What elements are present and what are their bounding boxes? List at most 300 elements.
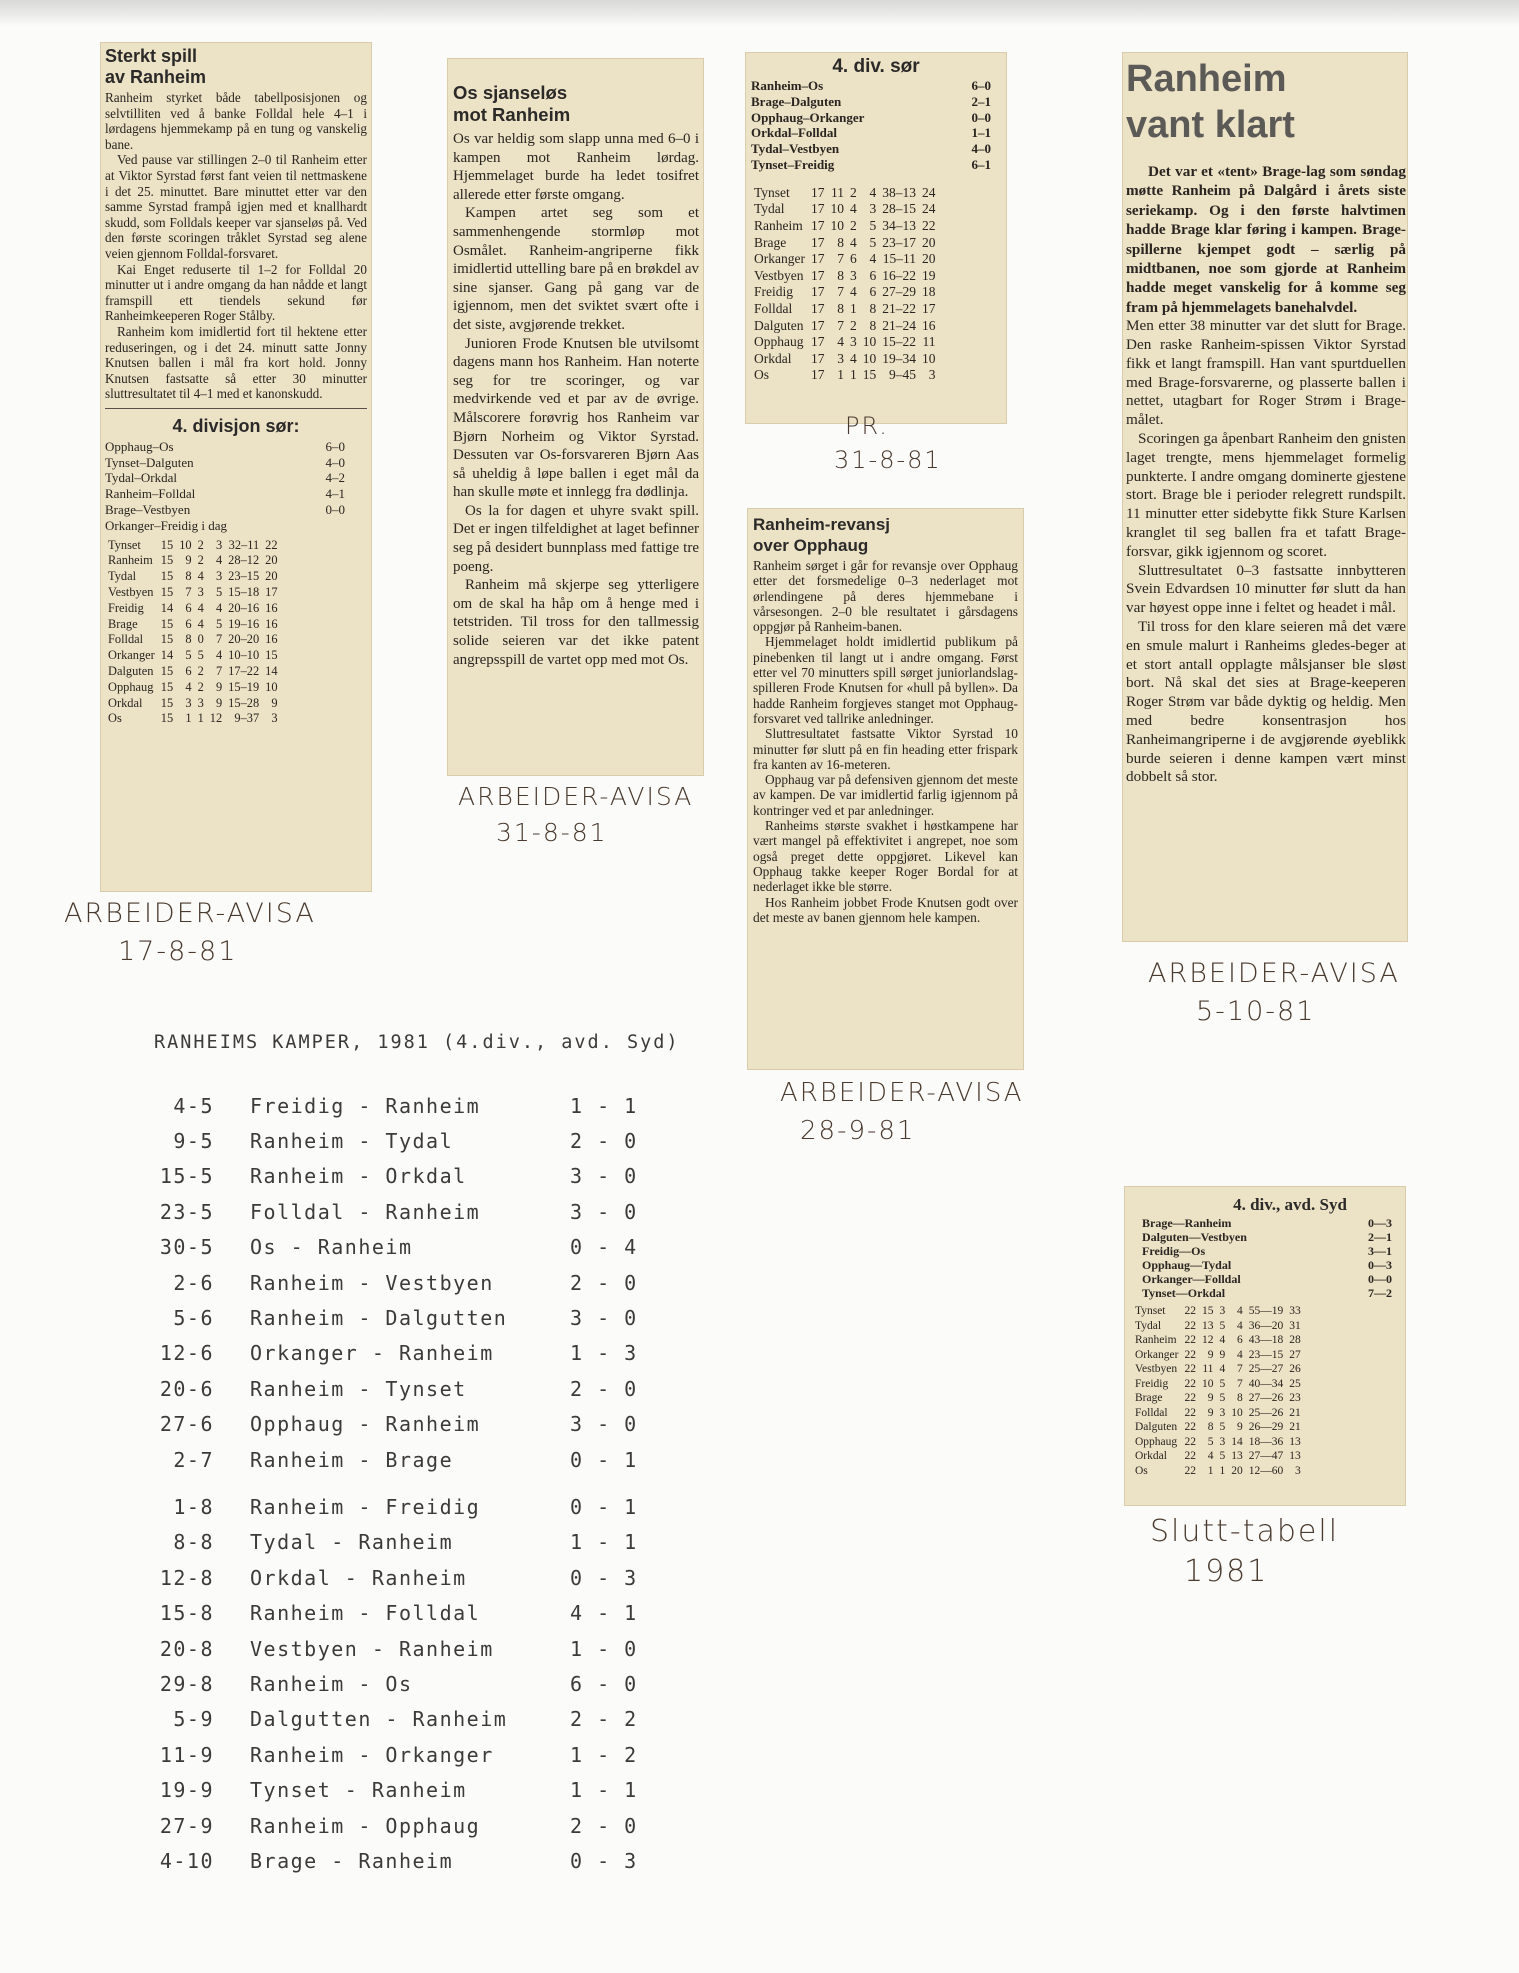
- match-teams: Ranheim - Dalgutten: [250, 1306, 508, 1331]
- points-cell: 18: [921, 284, 936, 300]
- won-cell: 8: [1207, 1421, 1214, 1433]
- score-cell: 6–1: [971, 156, 991, 172]
- schedule-gap: [150, 1477, 650, 1489]
- team-cell: Ranheim: [108, 553, 153, 568]
- lost-cell: 7: [215, 664, 223, 679]
- lost-cell: 12: [209, 711, 223, 726]
- team-cell: Ranheim: [1135, 1334, 1177, 1346]
- lost-cell: 4: [1236, 1305, 1243, 1317]
- points-cell: 20: [265, 569, 278, 584]
- schedule-row: [150, 1123, 650, 1158]
- article-paragraph: Kai Enget reduserte til 1–2 for Folldal 20 minutter ut i andre omgang da han nådde et langt framspill ett tiendels sekund før Ranheimkeeperen Roger Stålby.: [105, 261, 367, 324]
- points-cell: 24: [921, 184, 936, 200]
- goals-cell: 26—29: [1248, 1421, 1284, 1433]
- goals-cell: 18—36: [1248, 1435, 1284, 1448]
- standings-row: [1132, 1391, 1304, 1406]
- standings-table: [1132, 1304, 1304, 1478]
- score-cell: 6–0: [971, 78, 991, 93]
- match-date: 23-5: [159, 1199, 214, 1224]
- schedule-row: [150, 1336, 650, 1371]
- goals-cell: 21–22: [882, 300, 916, 316]
- result-row: [1142, 1244, 1392, 1258]
- standings-row: [751, 218, 938, 235]
- score-cell: 0—3: [1368, 1216, 1392, 1230]
- goals-cell: 23–15: [228, 569, 260, 584]
- match-score: 3 - 0: [570, 1164, 638, 1189]
- played-cell: 17: [810, 234, 825, 250]
- clipping-os-sjanselos: [447, 58, 704, 776]
- team-cell: Tydal: [754, 201, 785, 217]
- goals-cell: 15–11: [882, 251, 916, 267]
- points-cell: 9: [271, 695, 278, 710]
- lost-cell: 3: [869, 201, 877, 217]
- played-cell: 22: [1184, 1377, 1196, 1390]
- drawn-cell: 5: [1219, 1421, 1226, 1433]
- match-date: 9-5: [173, 1129, 214, 1154]
- team-cell: Tydal: [1135, 1319, 1162, 1332]
- article-paragraph: Os var heldig som slapp unna med 6–0 i kampen mot Ranheim lørdag. Hjemmelaget burde ha ledet tosifret allerede etter første omgang.: [453, 131, 699, 203]
- points-cell: 31: [1289, 1319, 1301, 1332]
- match-cell: Orkanger—Folldal: [1142, 1272, 1241, 1286]
- clipping-slutt-tabell: [1124, 1186, 1406, 1506]
- goals-cell: 38–13: [882, 184, 916, 200]
- played-cell: 17: [810, 184, 825, 200]
- team-cell: Opphaug: [754, 334, 804, 350]
- clipping-4div-sor: [745, 52, 1007, 424]
- match-score: 2 - 0: [570, 1813, 638, 1838]
- match-cell: Tydal–Vestbyen: [751, 141, 840, 157]
- match-teams: Dalgutten - Ranheim: [250, 1707, 508, 1732]
- article-body: [453, 130, 699, 669]
- match-date: 1-8: [173, 1494, 214, 1519]
- won-cell: 3: [185, 695, 192, 710]
- match-date: 11-9: [159, 1742, 214, 1767]
- goals-cell: 20–20: [228, 632, 260, 647]
- drawn-cell: 4: [1219, 1363, 1226, 1375]
- points-cell: 21: [1289, 1406, 1301, 1419]
- played-cell: 15: [160, 632, 174, 647]
- team-cell: Ranheim: [754, 217, 803, 233]
- standings-row: [1132, 1449, 1304, 1464]
- team-cell: Dalguten: [108, 664, 154, 679]
- article-paragraph: Men etter 38 minutter var det slutt for Brage. Den raske Ranheim-spissen Viktor Syrstad fikk et langt framspill. Han vant spurtduellen med Brage-forsvarerne, og plasserte ballen i nettet, utagbart for Roger Strøm i Brage-målet.: [1126, 317, 1406, 429]
- headline-line1: Ranheim: [1126, 58, 1287, 100]
- points-cell: 3: [271, 711, 278, 726]
- played-cell: 15: [160, 537, 174, 552]
- schedule-row: [150, 1843, 650, 1878]
- points-cell: 20: [921, 234, 936, 250]
- match-cell: Opphaug–Orkanger: [751, 109, 865, 125]
- match-teams: Tydal - Ranheim: [250, 1530, 454, 1555]
- lost-cell: 6: [869, 284, 877, 300]
- goals-cell: 25—26: [1248, 1406, 1284, 1419]
- standings-row: [105, 601, 281, 617]
- match-score: 2 - 0: [570, 1376, 638, 1401]
- match-score: 4 - 1: [570, 1601, 638, 1626]
- drawn-cell: 4: [197, 600, 204, 615]
- article-paragraph: Opphaug var på defensiven gjennom det meste av kampen. De var imidlertid farlig igjennom på kontringer ved et par anledninger.: [753, 772, 1018, 818]
- goals-cell: 15–22: [882, 334, 916, 350]
- result-row: [751, 141, 991, 157]
- article-paragraph: Sluttresultatet fastsatte Viktor Syrstad 10 minutter før slutt på en fin heading etter frispark fra kanten av 16-meteren.: [753, 726, 1018, 772]
- schedule-row: [150, 1265, 650, 1300]
- points-cell: 3: [928, 367, 936, 383]
- played-cell: 17: [810, 334, 825, 350]
- goals-cell: 27–29: [882, 284, 916, 300]
- standings-row: [751, 185, 938, 202]
- article-paragraph: Sluttresultatet 0–3 fastsatte innbytteren Svein Edvardsen 10 minutter før slutt da han var høyest oppe inne i feltet og headet i mål.: [1126, 561, 1406, 617]
- drawn-cell: 4: [849, 284, 857, 300]
- points-cell: 22: [265, 537, 278, 552]
- match-cell: Dalguten—Vestbyen: [1142, 1230, 1247, 1244]
- drawn-cell: 1: [849, 367, 857, 383]
- lost-cell: 9: [215, 679, 223, 694]
- standings-row: [105, 711, 281, 727]
- team-cell: Orkdal: [1135, 1450, 1167, 1462]
- standings-row: [105, 696, 281, 712]
- match-score: 1 - 1: [570, 1093, 638, 1118]
- team-cell: Vestbyen: [108, 585, 154, 600]
- team-cell: Freidig: [108, 600, 144, 615]
- played-cell: 15: [160, 664, 174, 679]
- match-cell: Ranheim–Folldal: [105, 486, 196, 502]
- points-cell: 13: [1289, 1435, 1301, 1448]
- drawn-cell: 2: [197, 537, 204, 552]
- standings-row: [1132, 1333, 1304, 1348]
- points-cell: 28: [1289, 1334, 1301, 1346]
- match-teams: Opphaug - Ranheim: [250, 1412, 481, 1437]
- headline-line2: over Opphaug: [753, 536, 869, 555]
- won-cell: 4: [185, 679, 192, 694]
- team-cell: Folldal: [108, 632, 144, 647]
- article-paragraph: Ranheim kom imidlertid fort til hektene etter reduseringen, og i det 24. minutt satte Jonny Knutsen ballen i mål fra kort hold. Jonny Knutsen fastsatte så etter 30 minutter sluttresultatet til 4–1 med et kanonskudd.: [105, 323, 367, 402]
- lost-cell: 10: [862, 350, 877, 366]
- lost-cell: 6: [1236, 1334, 1243, 1346]
- match-score: 1 - 2: [570, 1742, 638, 1767]
- match-score: 0 - 1: [570, 1447, 638, 1472]
- gap-cell: [150, 1477, 650, 1489]
- points-cell: 17: [921, 300, 936, 316]
- played-cell: 22: [1184, 1363, 1196, 1375]
- goals-cell: 34–13: [882, 217, 916, 233]
- article-body: [105, 90, 367, 402]
- drawn-cell: 0: [197, 632, 204, 647]
- match-teams: Ranheim - Vestbyen: [250, 1270, 494, 1295]
- won-cell: 8: [837, 234, 844, 250]
- result-row: [751, 94, 991, 110]
- standings-row: [105, 664, 281, 680]
- match-cell: Brage—Ranheim: [1142, 1216, 1232, 1230]
- score-cell: 4–1: [325, 486, 345, 502]
- team-cell: Tydal: [108, 569, 137, 584]
- match-teams: Ranheim - Tydal: [250, 1129, 454, 1154]
- played-cell: 15: [160, 679, 174, 694]
- match-cell: Tynset–Freidig: [751, 156, 835, 172]
- result-row: [751, 78, 991, 94]
- match-score: 1 - 0: [570, 1636, 638, 1661]
- won-cell: 6: [185, 616, 192, 631]
- drawn-cell: 5: [1219, 1450, 1226, 1462]
- match-score: 0 - 3: [570, 1565, 638, 1590]
- match-date: 12-6: [159, 1341, 214, 1366]
- article-paragraph: Til tross for den klare seieren må det være en smule malurt i Ranheims gledes-beger at et stort antall opplagte målsjanser ble sløst bort. Nå skal det sies at Brage-keeperen Roger Strøm var både dyktig og heldig. Men med bedre konsentrasjon hos Ranheimangriperne i de avgjørende øyeblikk burde seieren i denne kampen vært minst dobbelt så stor.: [1126, 618, 1406, 786]
- result-row: [751, 110, 991, 126]
- team-cell: Freidig: [1135, 1377, 1169, 1390]
- schedule-row: [150, 1230, 650, 1265]
- played-cell: 17: [810, 201, 825, 217]
- match-score: 0 - 3: [570, 1848, 638, 1873]
- match-date: 29-8: [159, 1671, 214, 1696]
- match-teams: Folldal - Ranheim: [250, 1199, 481, 1224]
- schedule-row: [150, 1666, 650, 1701]
- result-row: [1142, 1258, 1392, 1272]
- handwritten-source: ARBEIDER-AVISA: [458, 782, 694, 811]
- goals-cell: 16–22: [882, 267, 916, 283]
- played-cell: 22: [1184, 1305, 1196, 1317]
- match-teams: Ranheim - Orkdal: [250, 1164, 467, 1189]
- match-teams: Ranheim - Folldal: [250, 1601, 481, 1626]
- match-teams: Orkdal - Ranheim: [250, 1565, 467, 1590]
- lost-cell: 7: [1236, 1363, 1243, 1375]
- standings-row: [1132, 1406, 1304, 1421]
- played-cell: 15: [160, 585, 174, 600]
- team-cell: Freidig: [754, 284, 793, 300]
- points-cell: 27: [1289, 1348, 1301, 1361]
- standings-row: [105, 632, 281, 648]
- lost-cell: 5: [215, 616, 223, 631]
- team-cell: Dalguten: [754, 317, 804, 333]
- played-cell: 17: [810, 284, 825, 300]
- results-table: [751, 78, 991, 173]
- match-cell: Opphaug–Os: [105, 438, 174, 454]
- match-date: 27-9: [159, 1813, 214, 1838]
- schedule-row: [150, 1300, 650, 1335]
- drawn-cell: 9: [1219, 1348, 1226, 1361]
- match-score: 3 - 0: [570, 1306, 638, 1331]
- points-cell: 13: [1289, 1450, 1301, 1462]
- match-teams: Os - Ranheim: [250, 1235, 413, 1260]
- result-row: [1142, 1272, 1392, 1286]
- handwritten-source: ARBEIDER-AVISA: [64, 898, 316, 929]
- standings-row: [105, 680, 281, 696]
- handwritten-date: 5-10-81: [1196, 996, 1316, 1027]
- lost-cell: 4: [1236, 1319, 1243, 1332]
- score-cell: 2–1: [971, 93, 991, 109]
- lost-cell: 14: [1231, 1435, 1243, 1448]
- goals-cell: 40—34: [1248, 1377, 1284, 1390]
- match-score: 3 - 0: [570, 1199, 638, 1224]
- played-cell: 14: [160, 648, 174, 663]
- won-cell: 9: [1207, 1392, 1214, 1404]
- result-row: [1142, 1286, 1392, 1300]
- standings-row: [1132, 1435, 1304, 1450]
- article-paragraph: Ranheims største svakhet i høstkampene har vært mangel på effektivitet i angrepet, noe som også preget dette oppgjøret. Likevel kan Opphaug takke keeper Roger Bordal for at nederlaget ikke ble større.: [753, 818, 1018, 895]
- match-date: 2-6: [173, 1270, 214, 1295]
- result-row: [751, 157, 991, 173]
- played-cell: 15: [160, 553, 174, 568]
- table-title: 4. divisjon sør:: [172, 415, 300, 436]
- goals-cell: 28–15: [882, 201, 916, 217]
- table-title: 4. div. sør: [832, 56, 920, 77]
- team-cell: Folldal: [1135, 1406, 1168, 1419]
- goals-cell: 19–34: [882, 350, 916, 366]
- drawn-cell: 3: [1219, 1406, 1226, 1419]
- drawn-cell: 2: [849, 217, 857, 233]
- article-body: [753, 558, 1018, 925]
- team-cell: Vestbyen: [754, 267, 804, 283]
- match-teams: Ranheim - Opphaug: [250, 1813, 481, 1838]
- drawn-cell: 3: [1219, 1305, 1226, 1317]
- drawn-cell: 1: [197, 711, 204, 726]
- headline-line2: vant klart: [1126, 104, 1295, 146]
- schedule-row: [150, 1772, 650, 1807]
- score-cell: 6–0: [325, 438, 345, 454]
- team-cell: Vestbyen: [1135, 1363, 1178, 1375]
- schedule-row: [150, 1159, 650, 1194]
- match-teams: Vestbyen - Ranheim: [250, 1636, 494, 1661]
- points-cell: 20: [265, 553, 278, 568]
- headline-line1: Sterkt spill: [105, 46, 198, 66]
- goals-cell: 36—20: [1248, 1319, 1284, 1332]
- standings-row: [751, 301, 938, 318]
- match-date: 27-6: [159, 1412, 214, 1437]
- played-cell: 22: [1184, 1348, 1196, 1361]
- drawn-cell: 5: [1219, 1377, 1226, 1390]
- match-cell: Orkdal–Folldal: [751, 125, 837, 141]
- results-table: [1142, 1216, 1392, 1300]
- handwritten-source: ARBEIDER-AVISA: [780, 1078, 1024, 1108]
- played-cell: 22: [1184, 1435, 1196, 1448]
- won-cell: 6: [185, 664, 192, 679]
- match-date: 30-5: [159, 1235, 214, 1260]
- goals-cell: 10–10: [228, 648, 260, 663]
- won-cell: 1: [1207, 1464, 1214, 1477]
- goals-cell: 20–16: [228, 600, 260, 615]
- match-date: 12-8: [159, 1565, 214, 1590]
- team-cell: Tynset: [754, 184, 790, 200]
- points-cell: 20: [921, 251, 936, 267]
- lost-cell: 5: [869, 217, 877, 233]
- result-row: [105, 455, 345, 471]
- lost-cell: 8: [869, 317, 877, 333]
- drawn-cell: 2: [197, 553, 204, 568]
- played-cell: 22: [1184, 1406, 1196, 1419]
- goals-cell: 15–28: [228, 695, 260, 710]
- drawn-cell: 2: [849, 317, 857, 333]
- lost-cell: 4: [215, 600, 223, 615]
- points-cell: 10: [265, 679, 278, 694]
- won-cell: 1: [837, 367, 844, 383]
- played-cell: 22: [1184, 1421, 1196, 1433]
- article-body: [1126, 317, 1406, 787]
- standings-row: [105, 617, 281, 633]
- team-cell: Opphaug: [108, 679, 154, 694]
- handwritten-year: 1981: [1184, 1554, 1269, 1589]
- results-table: [105, 439, 345, 534]
- standings-row: [1132, 1420, 1304, 1435]
- match-cell: Freidig—Os: [1142, 1244, 1206, 1258]
- handwritten-date: 17-8-81: [118, 936, 238, 967]
- match-score: 2 - 2: [570, 1707, 638, 1732]
- points-cell: 15: [265, 648, 278, 663]
- team-cell: Os: [1135, 1464, 1148, 1477]
- lost-cell: 7: [1236, 1377, 1243, 1390]
- played-cell: 22: [1184, 1464, 1196, 1477]
- played-cell: 17: [810, 251, 825, 267]
- match-teams: Ranheim - Orkanger: [250, 1742, 494, 1767]
- match-teams: Ranheim - Tynset: [250, 1376, 467, 1401]
- team-cell: Tynset: [108, 537, 141, 552]
- goals-cell: 21–24: [882, 317, 916, 333]
- score-cell: 2—1: [1368, 1230, 1392, 1244]
- match-date: 15-5: [159, 1164, 214, 1189]
- drawn-cell: 4: [849, 234, 857, 250]
- goals-cell: 19–16: [228, 616, 260, 631]
- match-date: 20-8: [159, 1636, 214, 1661]
- goals-cell: 43—18: [1248, 1334, 1284, 1346]
- match-cell: Orkanger–Freidig i dag: [105, 517, 228, 533]
- won-cell: 9: [1207, 1348, 1214, 1361]
- lost-cell: 15: [862, 367, 877, 383]
- article-paragraph: Ved pause var stillingen 2–0 til Ranheim etter at Viktor Syrstad først fant veien til nettmaskene i det 25. minuttet. Bare minuttet etter var den samme Syrstad frampå igjen med et knallhardt skudd, som Folldals keeper var sjanseløs på. Ved den første scoringen tråklet Syrstad seg alene veien gjennom Folldal-forsvaret.: [105, 152, 367, 261]
- drawn-cell: 2: [849, 184, 857, 200]
- table-title: 4. div., avd. Syd: [1233, 1195, 1347, 1214]
- match-score: 1 - 1: [570, 1530, 638, 1555]
- points-cell: 16: [265, 616, 278, 631]
- lost-cell: 9: [1236, 1421, 1243, 1433]
- schedule-title: RANHEIMS KAMPER, 1981 (4.div., avd. Syd): [154, 1032, 680, 1053]
- score-cell: 0—0: [1368, 1272, 1392, 1286]
- won-cell: 13: [1201, 1319, 1214, 1332]
- article-paragraph: Hjemmelaget holdt imidlertid publikum på pinebenken til langt ut i andre omgang. Først etter vel 70 minutters spill sørget juniorlandslag-spilleren Frode Knutsen for «hull på byllen». Da hadde Ranheim forgjeves stanget mot Opphaug-forsvaret ved tallrike anledninger.: [753, 634, 1018, 726]
- won-cell: 15: [1201, 1305, 1214, 1317]
- drawn-cell: 4: [197, 569, 204, 584]
- lost-cell: 7: [215, 632, 223, 647]
- result-row: [105, 518, 345, 534]
- standings-row: [751, 268, 938, 285]
- schedule-row: [150, 1737, 650, 1772]
- article-lead: Det var et «tent» Brage-lag som søndag møtte Ranheim på Dalgård i årets siste seriekamp. Og i den første halvtimen hadde Brage klar føring i kampen. Brage-spillerne kjempet godt – særlig på midtbanen, noe som gjorde at Ranheim hadde meget vanskelig for å komme seg fram på hjemmelagets banehalvdel.: [1126, 163, 1406, 316]
- won-cell: 8: [185, 569, 192, 584]
- headline-line2: av Ranheim: [105, 67, 207, 87]
- won-cell: 10: [830, 201, 844, 217]
- match-score: 6 - 0: [570, 1671, 638, 1696]
- match-score: 3 - 0: [570, 1412, 638, 1437]
- lost-cell: 3: [215, 569, 223, 584]
- handwritten-date: 31-8-81: [496, 818, 608, 847]
- match-date: 19-9: [159, 1778, 214, 1803]
- headline-line1: Ranheim-revansj: [753, 515, 890, 534]
- drawn-cell: 2: [197, 679, 204, 694]
- goals-cell: 28–12: [228, 553, 260, 568]
- points-cell: 11: [922, 334, 936, 350]
- scan-top-edge: [0, 0, 1519, 26]
- won-cell: 4: [837, 334, 844, 350]
- standings-row: [751, 318, 938, 335]
- won-cell: 5: [185, 648, 192, 663]
- score-cell: 1–1: [971, 125, 991, 141]
- points-cell: 14: [265, 664, 278, 679]
- team-cell: Brage: [754, 234, 787, 250]
- clipping-sterkt-spill: [100, 42, 372, 892]
- match-date: 20-6: [159, 1376, 214, 1401]
- drawn-cell: 3: [1219, 1435, 1226, 1448]
- played-cell: 17: [810, 317, 825, 333]
- match-cell: Brage–Dalguten: [751, 93, 842, 109]
- match-cell: Tydal–Orkdal: [105, 470, 178, 486]
- standings-row: [1132, 1362, 1304, 1377]
- lost-cell: 3: [215, 537, 223, 552]
